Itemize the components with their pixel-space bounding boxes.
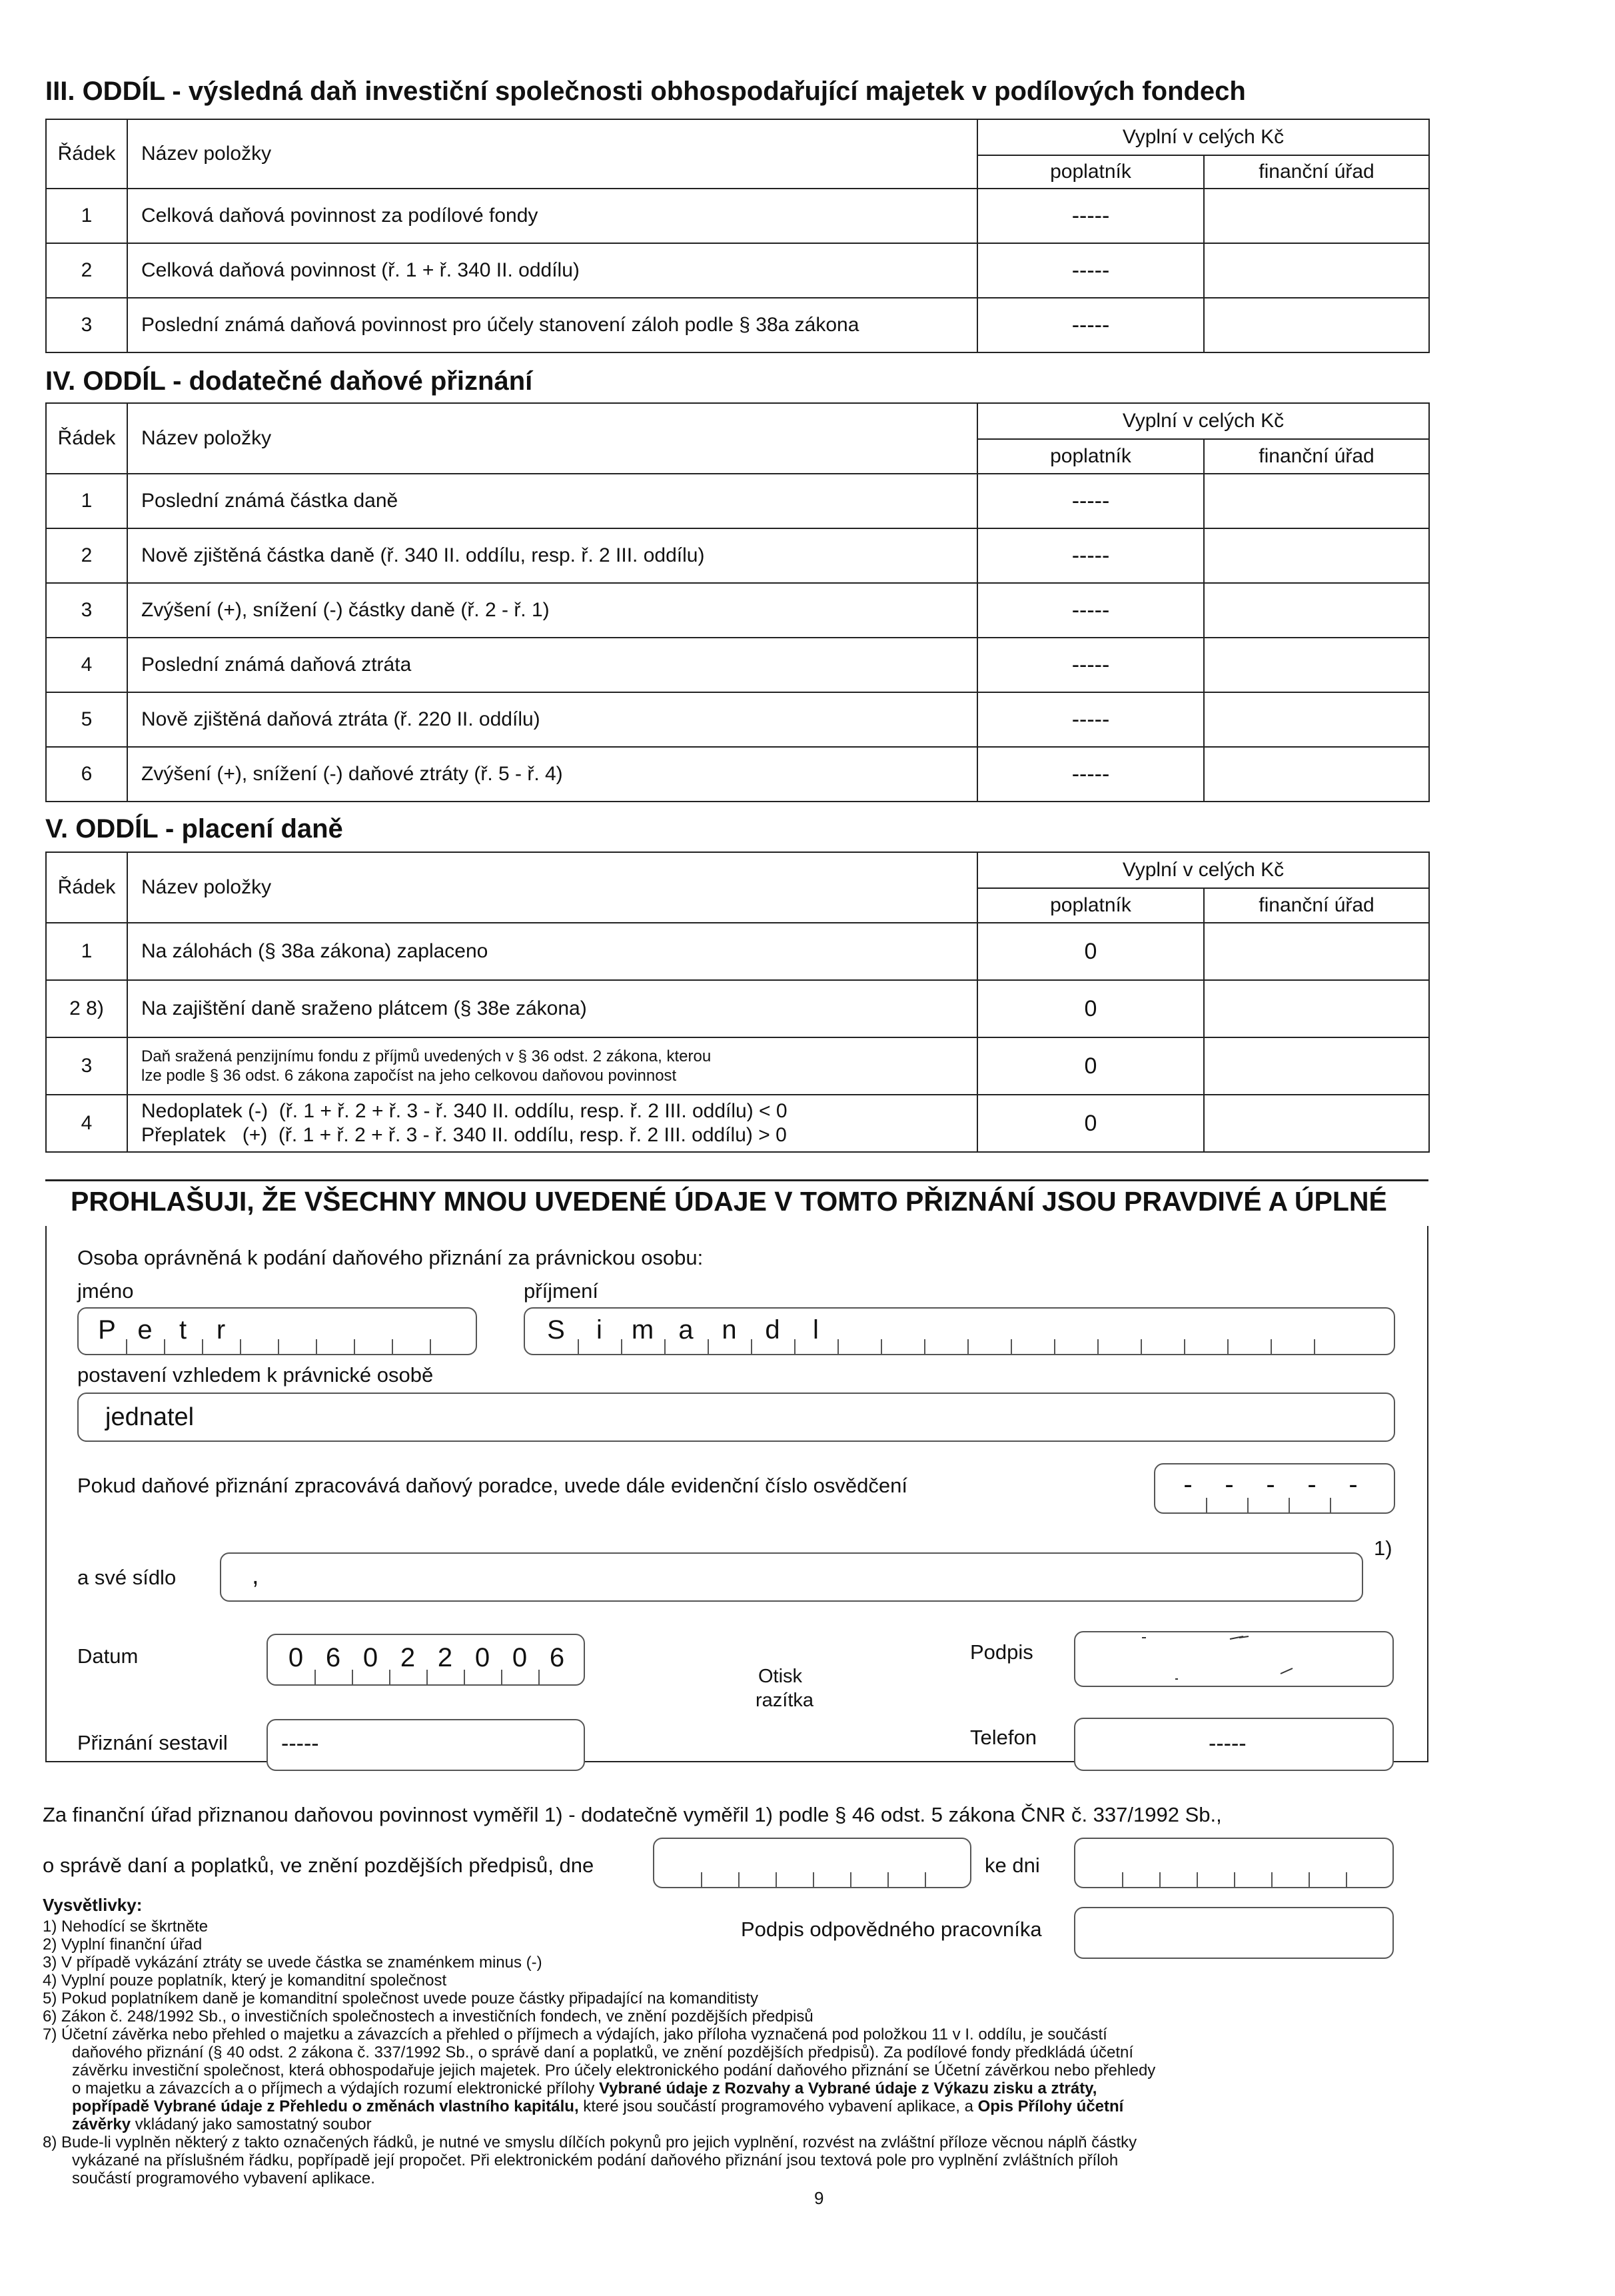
- row-number: 3: [46, 583, 127, 638]
- comb-tick: [1122, 1872, 1123, 1887]
- note7-bold: popřípadě Vybrané údaje z Přehledu o změnách vlastního kapitálu,: [72, 2097, 579, 2115]
- note7-bold: Vybrané údaje z Rozvahy a Vybrané údaje z Výkazu zisku a ztráty,: [599, 2079, 1097, 2097]
- row-number: 5: [46, 692, 127, 747]
- stamp-label-a: Otisk: [758, 1666, 803, 1687]
- date-label: Datum: [77, 1644, 139, 1668]
- row-number: 1: [46, 189, 127, 243]
- note8-line: 8) Bude-li vyplněn některý z takto označených řádků, je nutné ve smyslu dílčích pokynů pro jejich vyplnění, rozvést na zvláštní příloze věcnou náplň částky: [43, 2133, 1137, 2151]
- advisor-number-comb: [1155, 1498, 1394, 1512]
- office-value[interactable]: [1204, 583, 1429, 638]
- comb-tick: [967, 1339, 969, 1354]
- phone-value: -----: [1209, 1731, 1247, 1756]
- row-name: [127, 1095, 977, 1152]
- comb-tick: [1159, 1872, 1161, 1887]
- section3-title: III. ODDÍL - výsledná daň investiční společnosti obhospodařující majetek v podílových fondech: [45, 77, 1246, 106]
- seat-note: 1): [1374, 1536, 1392, 1560]
- comb-char: n: [722, 1315, 737, 1345]
- note7-line: daňového přiznání (§ 40 odst. 2 zákona č. 337/1992 Sb., o správě daní a poplatků, ve znění pozdějších předpisů). Za podílové fondy předkládá účetní: [72, 2043, 1134, 2061]
- comb-tick: [426, 1670, 428, 1684]
- office-line1: Za finanční úřad přiznanou daňovou povinnost vyměřil 1) - dodatečně vyměřil 1) podle § 46 odst. 5 zákona ČNR č. 337/1992 Sb.,: [43, 1803, 1222, 1826]
- comb-char: -: [1225, 1470, 1234, 1499]
- seat-label: a své sídlo: [77, 1566, 177, 1589]
- as-of-date-field[interactable]: [1074, 1838, 1394, 1888]
- row-name: Na zálohách (§ 38a zákona) zaplaceno: [127, 923, 977, 980]
- note8-line: součástí programového vybavení aplikace.: [72, 2169, 375, 2187]
- comb-tick: [1271, 1872, 1273, 1887]
- row-name: Zvýšení (+), snížení (-) daňové ztráty (ř. 5 - ř. 4): [127, 747, 977, 802]
- col-header-name: Název položky: [127, 403, 977, 474]
- col-header-payer: poplatník: [977, 155, 1204, 189]
- office-value[interactable]: [1204, 474, 1429, 528]
- comb-tick: [314, 1670, 316, 1684]
- office-value[interactable]: [1204, 243, 1429, 298]
- comb-char: l: [813, 1315, 819, 1345]
- position-value: jednatel: [105, 1403, 195, 1431]
- signature-field[interactable]: [1074, 1631, 1394, 1687]
- advisor-number-chars: [1167, 1470, 1374, 1500]
- comb-char: i: [596, 1315, 602, 1345]
- comb-tick: [126, 1339, 127, 1354]
- row-name-line: Nedoplatek (-) (ř. 1 + ř. 2 + ř. 3 - ř. 340 II. oddílu, resp. ř. 2 III. oddílu) < 0: [141, 1100, 788, 1122]
- note-item: 5) Pokud poplatníkem daně je komanditní společnost uvede pouze částky připadající na komanditisty: [43, 1990, 758, 2008]
- row-number: 4: [46, 638, 127, 692]
- comb-tick: [1011, 1339, 1012, 1354]
- office-date-field[interactable]: [653, 1838, 971, 1888]
- comb-tick: [464, 1670, 465, 1684]
- row-name: Nově zjištěná daňová ztráta (ř. 220 II. oddílu): [127, 692, 977, 747]
- comb-char: 0: [288, 1643, 304, 1672]
- col-header-payer: poplatník: [977, 439, 1204, 474]
- row-number: 3: [46, 1037, 127, 1095]
- comb-char: m: [631, 1315, 654, 1345]
- office-value[interactable]: [1204, 692, 1429, 747]
- first-name-label: jméno: [77, 1279, 134, 1303]
- comb-tick: [881, 1339, 882, 1354]
- comb-tick: [1227, 1339, 1229, 1354]
- comb-char: r: [216, 1315, 226, 1345]
- page-number: 9: [814, 2188, 824, 2208]
- signature-label: Podpis: [970, 1640, 1033, 1664]
- note7-line: [72, 2097, 1123, 2115]
- notes-title: Vysvětlivky:: [43, 1895, 143, 1915]
- note-item: 4) Vyplní pouze poplatník, který je komanditní společnost: [43, 1972, 447, 1990]
- row-number: 2: [46, 528, 127, 583]
- comb-tick: [776, 1872, 777, 1887]
- comb-tick: [278, 1339, 279, 1354]
- section4-title: IV. ODDÍL - dodatečné daňové přiznání: [45, 366, 533, 396]
- office-value[interactable]: [1204, 528, 1429, 583]
- row-name: Poslední známá daňová ztráta: [127, 638, 977, 692]
- compiled-value: -----: [281, 1731, 319, 1756]
- comb-char: 2: [437, 1643, 453, 1672]
- row-name-line: Daň sražená penzijnímu fondu z příjmů uvedených v § 36 odst. 2 zákona, kterou: [141, 1047, 712, 1065]
- col-header-fill: Vyplní v celých Kč: [977, 852, 1429, 888]
- note7-line: [72, 2115, 372, 2133]
- comb-tick: [1247, 1498, 1249, 1512]
- comb-tick: [501, 1670, 502, 1684]
- comb-tick: [578, 1339, 579, 1354]
- office-value[interactable]: [1204, 189, 1429, 243]
- comb-char: a: [678, 1315, 694, 1345]
- office-value[interactable]: [1204, 1037, 1429, 1095]
- row-name-line: Přeplatek (+) (ř. 1 + ř. 2 + ř. 3 - ř. 340 II. oddílu, resp. ř. 2 III. oddílu) > 0: [141, 1124, 787, 1146]
- note-item: 3) V případě vykázání ztráty se uvede částka se znaménkem minus (-): [43, 1954, 542, 1972]
- payer-value[interactable]: -----: [977, 583, 1204, 638]
- note8-line: vykázané na příslušném řádku, popřípadě její propočet. Při elektronickém podání daňového přiznání jsou textová pole pro vyplnění zvláštních příloh: [72, 2151, 1119, 2169]
- comb-tick: [240, 1339, 241, 1354]
- payer-value[interactable]: -----: [977, 528, 1204, 583]
- as-of-date-comb: [1075, 1872, 1392, 1887]
- office-value[interactable]: [1204, 1095, 1429, 1152]
- col-header-fill: Vyplní v celých Kč: [977, 119, 1429, 155]
- comb-tick: [887, 1872, 889, 1887]
- position-field[interactable]: [77, 1393, 1395, 1442]
- section5-table: [45, 852, 1430, 1153]
- payer-value[interactable]: -----: [977, 298, 1204, 352]
- note7-line: [72, 2079, 1097, 2097]
- note7-text: které jsou součástí programového vybavení aplikace, a: [583, 2097, 973, 2115]
- payer-value[interactable]: 0: [977, 923, 1204, 980]
- person-label: Osoba oprávněná k podání daňového přiznání za právnickou osobu:: [77, 1246, 704, 1269]
- col-header-row: Řádek: [46, 852, 127, 923]
- comb-char: 0: [474, 1643, 490, 1672]
- comb-tick: [924, 1339, 925, 1354]
- comb-tick: [1141, 1339, 1142, 1354]
- comb-tick: [430, 1339, 431, 1354]
- note-item: 2) Vyplní finanční úřad: [43, 1936, 203, 1954]
- seat-field[interactable]: [220, 1552, 1363, 1602]
- note7-line: závěrku investiční společnost, která obhospodařuje jejich majetek. Pro účely elektronického podání daňového přiznání se Účetní závěrkou nebo přehledy: [72, 2061, 1156, 2079]
- comb-char: -: [1266, 1470, 1275, 1499]
- section5-title: V. ODDÍL - placení daně: [45, 814, 343, 844]
- row-number: 3: [46, 298, 127, 352]
- row-name: Zvýšení (+), snížení (-) částky daně (ř. 2 - ř. 1): [127, 583, 977, 638]
- comb-char: -: [1183, 1470, 1193, 1499]
- row-name: Na zajištění daně sraženo plátcem (§ 38e zákona): [127, 980, 977, 1037]
- comb-tick: [794, 1339, 796, 1354]
- note7-text: vkládaný jako samostatný soubor: [135, 2115, 372, 2133]
- comb-tick: [1309, 1872, 1310, 1887]
- last-name-comb: [525, 1339, 1394, 1354]
- office-value[interactable]: [1204, 638, 1429, 692]
- comb-tick: [813, 1872, 814, 1887]
- comb-tick: [738, 1872, 740, 1887]
- row-name: Poslední známá daňová povinnost pro účely stanovení záloh podle § 38a zákona: [127, 298, 977, 352]
- comb-tick: [837, 1339, 839, 1354]
- section3-table: [45, 119, 1430, 353]
- comb-tick: [164, 1339, 165, 1354]
- office-signature-field[interactable]: [1074, 1907, 1394, 1959]
- declaration-title: PROHLAŠUJI, ŽE VŠECHNY MNOU UVEDENÉ ÚDAJE V TOMTO PŘIZNÁNÍ JSOU PRAVDIVÉ A ÚPLNÉ: [71, 1186, 1387, 1217]
- row-number: 4: [46, 1095, 127, 1152]
- col-header-payer: poplatník: [977, 888, 1204, 923]
- row-name-line: lze podle § 36 odst. 6 zákona započíst na jeho celkovou daňovou povinnost: [141, 1067, 677, 1085]
- comb-tick: [1206, 1498, 1207, 1512]
- comb-char: P: [98, 1315, 116, 1345]
- comb-tick: [1289, 1498, 1290, 1512]
- comb-tick: [701, 1872, 702, 1887]
- row-number: 2 8): [46, 980, 127, 1037]
- payer-value[interactable]: 0: [977, 1037, 1204, 1095]
- phone-field[interactable]: [1074, 1718, 1394, 1771]
- note7-bold: závěrky: [72, 2115, 131, 2133]
- comb-char: S: [547, 1315, 565, 1345]
- col-header-row: Řádek: [46, 403, 127, 474]
- comb-char: e: [137, 1315, 153, 1345]
- signature-scribble-icon: [1075, 1632, 1392, 1686]
- stamp-label-b: razítka: [756, 1690, 814, 1711]
- col-header-name: Název položky: [127, 119, 977, 189]
- advisor-number-field[interactable]: [1154, 1463, 1395, 1514]
- col-header-name: Název položky: [127, 852, 977, 923]
- last-name-field[interactable]: [524, 1307, 1395, 1355]
- row-number: 2: [46, 243, 127, 298]
- row-name: [127, 1037, 977, 1095]
- comb-char: 6: [325, 1643, 341, 1672]
- payer-value[interactable]: -----: [977, 189, 1204, 243]
- office-value[interactable]: [1204, 923, 1429, 980]
- comb-tick: [389, 1670, 390, 1684]
- date-field[interactable]: [267, 1634, 585, 1686]
- comb-tick: [354, 1339, 355, 1354]
- comb-tick: [1097, 1339, 1099, 1354]
- comb-char: 0: [512, 1643, 528, 1672]
- comb-tick: [1346, 1872, 1347, 1887]
- seat-value: ,: [252, 1562, 259, 1590]
- row-number: 6: [46, 747, 127, 802]
- payer-value[interactable]: -----: [977, 692, 1204, 747]
- phone-label: Telefon: [970, 1726, 1037, 1749]
- col-header-office: finanční úřad: [1204, 155, 1429, 189]
- comb-tick: [1271, 1339, 1272, 1354]
- note7-line: 7) Účetní závěrka nebo přehled o majetku a závazcích a přehled o příjmech a výdajích, jako příloha vyznačená pod položkou 11 v I. oddílu, je součástí: [43, 2025, 1107, 2043]
- comb-tick: [1330, 1498, 1331, 1512]
- payer-value[interactable]: -----: [977, 243, 1204, 298]
- compiled-field[interactable]: [267, 1719, 585, 1771]
- row-name: Celková daňová povinnost za podílové fondy: [127, 189, 977, 243]
- col-header-office: finanční úřad: [1204, 888, 1429, 923]
- as-of-label: ke dni: [985, 1854, 1040, 1877]
- section4-table: [45, 402, 1430, 802]
- last-name-label: příjmení: [524, 1279, 598, 1303]
- office-value[interactable]: [1204, 747, 1429, 802]
- comb-tick: [1054, 1339, 1055, 1354]
- office-value[interactable]: [1204, 298, 1429, 352]
- row-name: Nově zjištěná částka daně (ř. 340 II. oddílu, resp. ř. 2 III. oddílu): [127, 528, 977, 583]
- office-value[interactable]: [1204, 980, 1429, 1037]
- office-date-comb: [654, 1872, 970, 1887]
- comb-tick: [1184, 1339, 1185, 1354]
- note-item: 6) Zákon č. 248/1992 Sb., o investičních společnostech a investičních fondech, ve znění pozdějších předpisů: [43, 2008, 813, 2025]
- note7-text: o majetku a závazcích a o příjmech a výdajích rozumí elektronické přílohy: [72, 2079, 595, 2097]
- comb-tick: [751, 1339, 752, 1354]
- comb-tick: [1234, 1872, 1235, 1887]
- comb-tick: [1197, 1872, 1198, 1887]
- position-label: postavení vzhledem k právnické osobě: [77, 1363, 434, 1387]
- col-header-row: Řádek: [46, 119, 127, 189]
- comb-char: d: [765, 1315, 780, 1345]
- comb-tick: [316, 1339, 317, 1354]
- comb-tick: [392, 1339, 393, 1354]
- date-comb: [268, 1670, 584, 1684]
- first-name-comb: [79, 1339, 476, 1354]
- comb-tick: [202, 1339, 203, 1354]
- payer-value[interactable]: 0: [977, 1095, 1204, 1152]
- comb-tick: [850, 1872, 851, 1887]
- comb-tick: [925, 1872, 926, 1887]
- declaration-rule: [45, 1179, 1428, 1181]
- comb-char: -: [1307, 1470, 1317, 1499]
- first-name-field[interactable]: [77, 1307, 477, 1355]
- row-number: 1: [46, 474, 127, 528]
- comb-char: 2: [400, 1643, 416, 1672]
- row-name: Poslední známá částka daně: [127, 474, 977, 528]
- row-number: 1: [46, 923, 127, 980]
- office-line2: o správě daní a poplatků, ve znění pozdějších předpisů, dne: [43, 1854, 594, 1877]
- date-chars: [277, 1643, 576, 1673]
- row-name: Celková daňová povinnost (ř. 1 + ř. 340 II. oddílu): [127, 243, 977, 298]
- payer-value[interactable]: -----: [977, 638, 1204, 692]
- advisor-label: Pokud daňové přiznání zpracovává daňový poradce, uvede dále evidenční číslo osvědčení: [77, 1474, 907, 1497]
- comb-char: 6: [549, 1643, 565, 1672]
- office-signature-label: Podpis odpovědného pracovníka: [741, 1918, 1042, 1941]
- payer-value[interactable]: 0: [977, 980, 1204, 1037]
- payer-value[interactable]: -----: [977, 474, 1204, 528]
- payer-value[interactable]: -----: [977, 747, 1204, 802]
- comb-tick: [621, 1339, 622, 1354]
- comb-char: t: [179, 1315, 187, 1345]
- note7-bold: Opis Přílohy účetní: [977, 2097, 1124, 2115]
- comb-char: -: [1348, 1470, 1358, 1499]
- col-header-office: finanční úřad: [1204, 439, 1429, 474]
- note-item: 1) Nehodící se škrtněte: [43, 1918, 209, 1936]
- comb-tick: [538, 1670, 540, 1684]
- comb-tick: [664, 1339, 666, 1354]
- comb-tick: [708, 1339, 709, 1354]
- col-header-fill: Vyplní v celých Kč: [977, 403, 1429, 439]
- comb-char: 0: [362, 1643, 378, 1672]
- comb-tick: [1314, 1339, 1315, 1354]
- compiled-label: Přiznání sestavil: [77, 1731, 228, 1754]
- comb-tick: [352, 1670, 353, 1684]
